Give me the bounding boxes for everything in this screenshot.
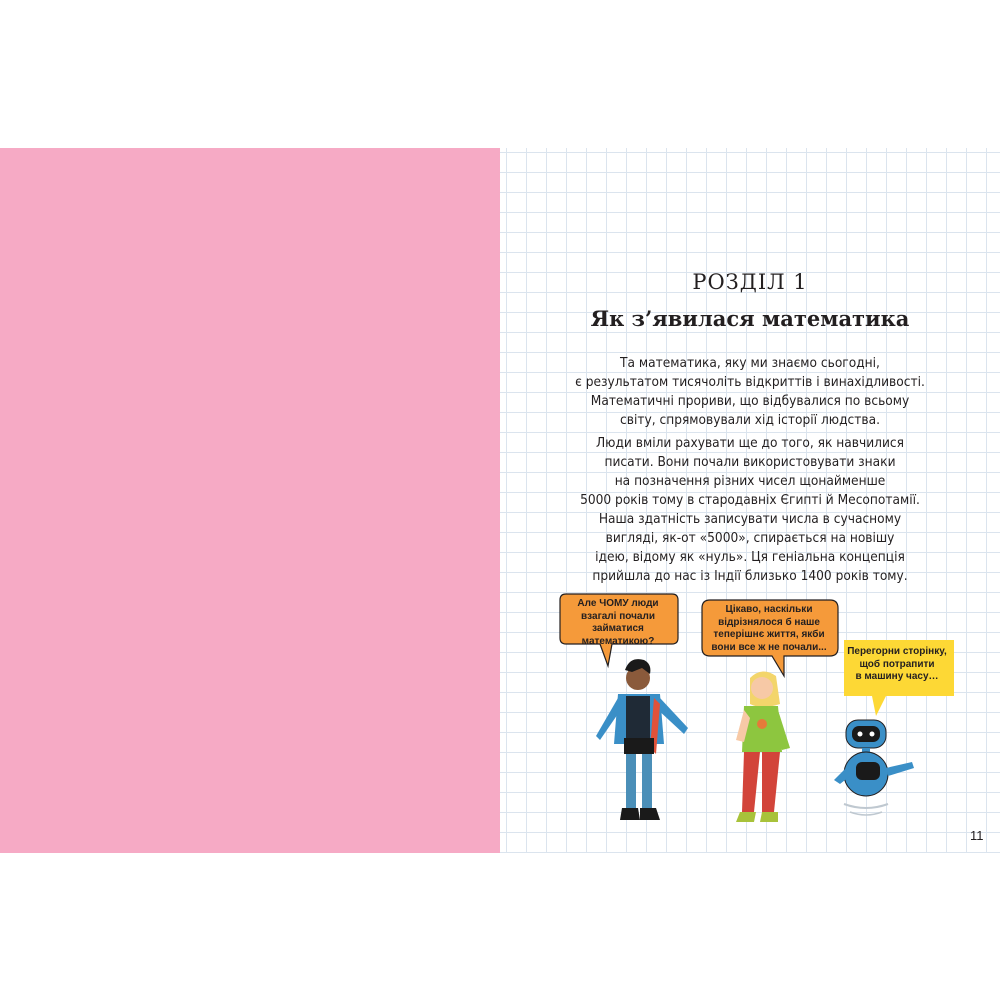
paragraph-line: вигляді, як-от «5000», спирається на новішу [605, 530, 895, 546]
bubble-3-text: Перегорни сторінку, щоб потрапити в машину часу… [847, 646, 947, 682]
paragraph-line: є результатом тисячоліть відкриттів і винахідливості. [575, 374, 925, 390]
paragraph-line: прийшла до нас із Індії близько 1400 років тому. [592, 568, 908, 584]
boy-character [596, 659, 688, 820]
paragraph-line: Наша здатність записувати числа в сучасному [598, 511, 902, 527]
paragraph-line: на позначення різних чисел щонайменше [614, 473, 886, 489]
paragraph-line: ідею, відому як «нуль». Ця геніальна концепція [595, 549, 905, 565]
bubble-1-text: Але ЧОМУ люди взагалі почали займатися математикою? [577, 598, 659, 647]
book-spread [0, 148, 1000, 853]
right-page [500, 148, 1000, 853]
left-page-pink [0, 148, 500, 853]
bubble-2-text: Цікаво, наскільки відрізнялося б наше теперішнє життя, якби вони все ж не почали... [711, 604, 827, 653]
chapter-title: Як з’явилася математика [590, 306, 910, 331]
paragraph-line: Математичні прориви, що відбувалися по всьому [590, 393, 910, 409]
paragraph-line: писати. Вони почали використовувати знаки [604, 454, 896, 470]
page-number: 11 [970, 828, 984, 843]
paragraph-line: світу, спрямовували хід історії людства. [620, 412, 880, 428]
girl-character [736, 671, 790, 822]
paragraph-line: 5000 років тому в стародавніх Єгипті й Месопотамії. [580, 492, 920, 508]
paragraph-line: Та математика, яку ми знаємо сьогодні, [620, 355, 880, 371]
characters-illustration [500, 148, 1000, 853]
robot [834, 720, 914, 815]
paragraph-line: Люди вміли рахувати ще до того, як навчилися [595, 435, 904, 451]
chapter-label: РОЗДІЛ 1 [692, 270, 808, 294]
